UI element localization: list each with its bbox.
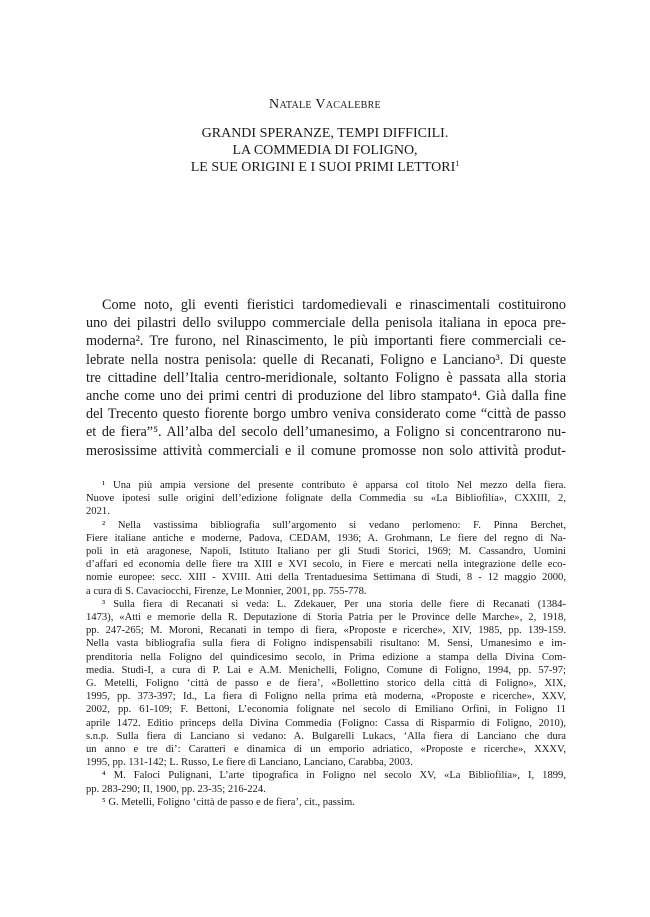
footnote-line: pp. 283-290; II, 1900, pp. 23-35; 216-224. bbox=[86, 783, 266, 795]
body-line: uno dei pilastri dello sviluppo commerciale della penisola italiana in epoca pre- bbox=[86, 315, 566, 332]
footnote-line: 2002, pp. 61-109; F. Bettoni, L’economia folignate nel secolo di Emiliano Orfini, in Foligno 11 bbox=[86, 704, 566, 716]
footnote-line: nomie europee: secc. XIII - XVIII. Atti della Trentaduesima Settimana di Studi, 8 - 12 maggio 2000, bbox=[86, 572, 566, 584]
body-line: tre cittadine dell’Italia centro-meridionale, soltanto Foligno è passata alla storia bbox=[86, 369, 566, 386]
footnote-line: aprile 1472. Editio princeps della Divina Commedia (Foligno: Cassa di Risparmio di Foligno, 2010), bbox=[86, 717, 566, 729]
footnote-line: pp. 247-265; M. Moroni, Recanati in tempo di fiera, «Proposte e ricerche», XIV, 1985, pp. 139-159. bbox=[86, 625, 566, 637]
body-line: merosissime attività commerciali e il comune promosse non solo attività produt- bbox=[86, 442, 566, 459]
footnote-line: 1995, pp. 373-397; Id., La fiera di Foligno nella prima età moderna, «Proposte e ricerche», XXV, bbox=[86, 691, 566, 703]
body-line: lebrate nella nostra penisola: quelle di Recanati, Foligno e Lanciano³. Di queste bbox=[86, 351, 566, 368]
body-line: Come noto, gli eventi fieristici tardomedievali e rinascimentali costituirono bbox=[102, 297, 566, 313]
title-line-1: GRANDI SPERANZE, TEMPI DIFFICILI. bbox=[201, 126, 449, 141]
body-line: anche come uno dei primi centri di produzione del libro stampato⁴. Già dalla fine bbox=[86, 388, 566, 405]
title-line-3-text: LE SUE ORIGINI E I SUOI PRIMI LETTORI bbox=[190, 160, 456, 175]
footnote-line: s.n.p. Sulla fiera di Lanciano si vedano: A. Bulgarelli Lukacs, ‘Alla fiera di Lanciano che dura bbox=[86, 730, 566, 742]
footnote-line: ⁵ G. Metelli, Foligno ‘città de passo e de fiera’, cit., passim. bbox=[102, 796, 355, 808]
footnotes bbox=[86, 479, 566, 809]
footnote-line: Nella vasta bibliografia sulla fiera di Foligno indispensabili risultano: M. Sensi, Umanesimo e im- bbox=[86, 638, 566, 650]
title-note-ref: 1 bbox=[455, 159, 460, 168]
title-line-3 bbox=[0, 159, 650, 176]
footnote-line: a cura di S. Cavaciocchi, Firenze, Le Monnier, 2001, pp. 755-778. bbox=[86, 585, 367, 597]
title-line-2: LA COMMEDIA DI FOLIGNO, bbox=[232, 143, 418, 158]
body-text bbox=[86, 296, 566, 460]
footnote-line: ² Nella vastissima bibliografia sull’argomento si vedano perlomeno: F. Pinna Berchet, bbox=[102, 519, 566, 531]
footnote-line: Fiere italiane antiche e moderne, Padova, CEDAM, 1936; A. Grohmann, Le fiere del regno di Na- bbox=[86, 532, 566, 544]
footnote-line: 1995, pp. 131-142; L. Russo, Le fiere di Lanciano, Lanciano, Carabba, 2003. bbox=[86, 757, 413, 769]
footnote-line: prenditoria nella Foligno del quindicesimo secolo, in Prima edizione a stampa della Divina Com- bbox=[86, 651, 566, 663]
footnote-line: G. Metelli, Foligno ‘città de passo e de fiera’, «Bollettino storico della città di Foligno», XIX, bbox=[86, 678, 566, 690]
footnote-line: Nuove ipotesi sulle origini dell’edizione folignate della Commedia su «La Bibliofilía», CXXIII, 2, bbox=[86, 493, 566, 505]
footnote-line: 1473), «Atti e memorie della R. Deputazione di Storia Patria per le Province delle Marche», 2, 1918, bbox=[86, 612, 566, 624]
footnote-line: poli in età aragonese, Napoli, Istituto Italiano per gli Studi Storici, 1969; M. Cassandro, Uomini bbox=[86, 546, 566, 558]
footnote-line: ³ Sulla fiera di Recanati si veda: L. Zdekauer, Per una storia delle fiere di Recanati (1384- bbox=[102, 598, 566, 610]
footnote-line: un anno e tre dì’: Caratteri e dinamica di un emporio adriatico, «Proposte e ricerche», XXXV, bbox=[86, 744, 566, 756]
article-title bbox=[0, 125, 650, 176]
body-line: et de fiera”⁵. All’alba del secolo dell’umanesimo, a Foligno si concentrarono nu- bbox=[86, 424, 566, 441]
footnote-line: ⁴ M. Faloci Pulignani, L’arte tipografica in Foligno nel secolo XV, «La Bibliofilía», I, 1899, bbox=[102, 770, 566, 782]
body-line: del Trecento questo fiorente borgo umbro veniva considerato come “città de passo bbox=[86, 406, 566, 423]
footnote-line: d’affari ed economia delle fiere tra XIII e XVI secolo, in Fiere e mercati nella integrazione delle eco- bbox=[86, 559, 566, 571]
author-name: Natale Vacalebre bbox=[269, 97, 381, 112]
footnote-line: 2021. bbox=[86, 506, 110, 518]
body-line: moderna². Tre furono, nel Rinascimento, le più importanti fiere commerciali ce- bbox=[86, 333, 566, 350]
footnote-line: ¹ Una più ampia versione del presente contributo è apparsa col titolo Nel mezzo della fiera. bbox=[102, 480, 566, 491]
footnote-line: media. Studi-I, a cura di P. Lai e A.M. Menichelli, Foligno, Comune di Foligno, 1994, pp. 57-97; bbox=[86, 664, 566, 676]
